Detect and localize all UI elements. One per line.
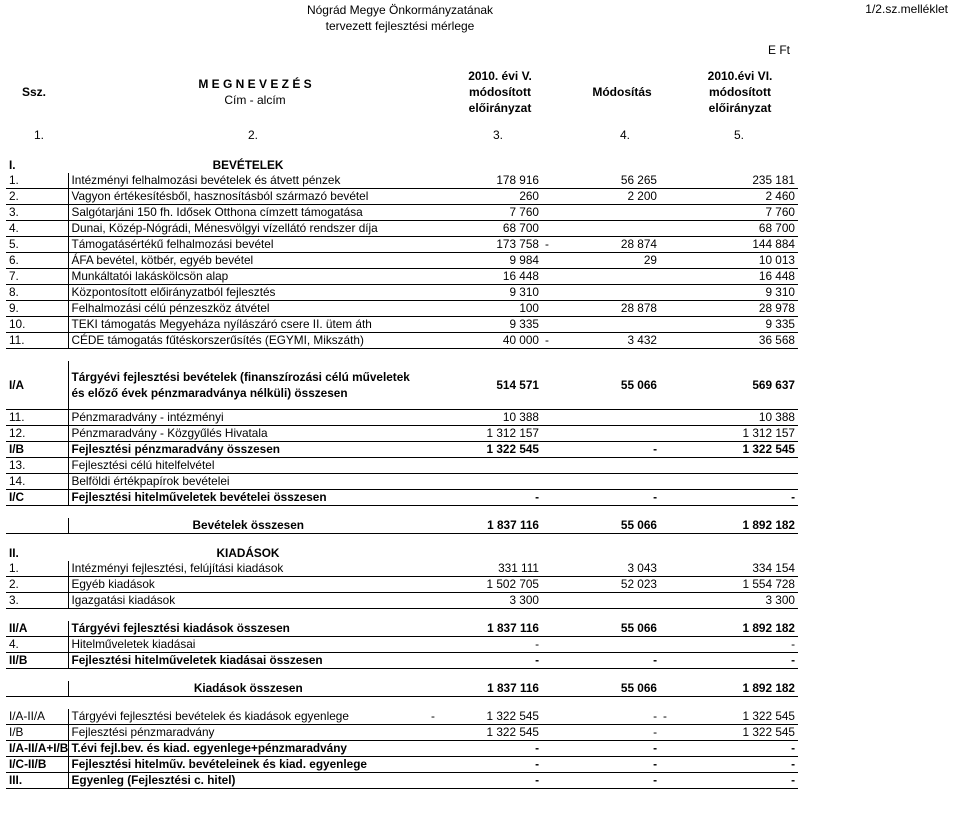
cell-b: Fejlesztési hitelműveletek bevételei összesen <box>68 490 428 506</box>
cell-v2: 52 023 <box>548 577 660 593</box>
cell-a: 3. <box>6 593 68 609</box>
cell-s3: - <box>660 709 666 725</box>
cell-v2 <box>548 410 660 426</box>
table-row <box>6 333 798 349</box>
cell-v2 <box>548 593 660 609</box>
cell-v2 <box>548 285 660 301</box>
cell-v1 <box>434 458 542 474</box>
cell-v1: 16 448 <box>434 269 542 285</box>
cell-v1: 7 760 <box>434 205 542 221</box>
cell-v3: 1 322 545 <box>672 725 798 741</box>
cell-v3 <box>672 458 798 474</box>
table-row <box>6 741 798 757</box>
table-row <box>6 237 798 253</box>
table-row <box>6 410 798 426</box>
document-title <box>200 2 600 34</box>
cell-v3: 1 892 182 <box>672 681 798 697</box>
cell-v1: - <box>434 757 542 773</box>
cell-v3: 36 568 <box>672 333 798 349</box>
cell-v3: 7 760 <box>672 205 798 221</box>
table-row <box>6 205 798 221</box>
cell-a: I/A-II/A+I/B <box>6 741 68 757</box>
cell-v2: - <box>548 490 660 506</box>
cell-v3: 28 978 <box>672 301 798 317</box>
cell-v2: 55 066 <box>548 621 660 637</box>
cell-a: 1. <box>6 561 68 577</box>
table-row <box>6 458 798 474</box>
cell-v1 <box>434 546 542 561</box>
cell-v2: 3 043 <box>548 561 660 577</box>
col-name <box>170 76 340 108</box>
cell-a: 9. <box>6 301 68 317</box>
cell-v1: 10 388 <box>434 410 542 426</box>
col-index-3: 3. <box>493 128 504 142</box>
cell-a: I/B <box>6 725 68 741</box>
cell-v1: 9 310 <box>434 285 542 301</box>
cell-v2 <box>548 426 660 442</box>
cell-v3: 10 388 <box>672 410 798 426</box>
cell-b: Munkáltatói lakáskölcsön alap <box>68 269 428 285</box>
cell-b: Intézményi felhalmozási bevételek és átvett pénzek <box>68 173 428 189</box>
table-row <box>6 426 798 442</box>
table-row <box>6 725 798 741</box>
col-name-line1: M E G N E V E Z É S <box>198 77 312 91</box>
cell-b: Belföldi értékpapírok bevételei <box>68 474 428 490</box>
cell-v2: 28 878 <box>548 301 660 317</box>
cell-v3 <box>672 474 798 490</box>
cell-a: II/B <box>6 653 68 669</box>
table-row <box>6 653 798 669</box>
table-row <box>6 269 798 285</box>
cell-b: Bevételek összesen <box>68 518 428 534</box>
table-row <box>6 361 798 410</box>
cell-a: I/A-II/A <box>6 709 68 725</box>
table-row <box>6 173 798 189</box>
cell-a: 10. <box>6 317 68 333</box>
cell-v3: 1 322 545 <box>672 442 798 458</box>
cell-v2 <box>548 269 660 285</box>
table-row <box>6 518 798 534</box>
cell-s2: - <box>542 333 548 349</box>
cell-b: ÁFA bevétel, kötbér, egyéb bevétel <box>68 253 428 269</box>
cell-v1: 1 312 157 <box>434 426 542 442</box>
cell-b: Tárgyévi fejlesztési bevételek és kiadások egyenlege <box>68 709 428 725</box>
cell-a: 3. <box>6 205 68 221</box>
cell-v1 <box>434 474 542 490</box>
cell-v1: 331 111 <box>434 561 542 577</box>
cell-v1 <box>434 158 542 173</box>
col-2010-v-line2: módosított <box>469 85 531 99</box>
cell-s2: - <box>542 237 548 253</box>
cell-v1: - <box>434 773 542 789</box>
cell-v3: 1 322 545 <box>672 709 798 725</box>
cell-v1: 1 322 545 <box>434 709 542 725</box>
cell-v2 <box>548 221 660 237</box>
cell-a: 5. <box>6 237 68 253</box>
cell-v2: 55 066 <box>548 681 660 697</box>
cell-a: 4. <box>6 221 68 237</box>
table-row <box>6 253 798 269</box>
cell-v3: 1 312 157 <box>672 426 798 442</box>
cell-v1: 3 300 <box>434 593 542 609</box>
cell-v2 <box>548 158 660 173</box>
cell-a: 7. <box>6 269 68 285</box>
table-row <box>6 546 798 561</box>
table-row <box>6 189 798 205</box>
table-row <box>6 709 798 725</box>
cell-b: Hitelműveletek kiadásai <box>68 637 428 653</box>
cell-a: I. <box>9 158 16 172</box>
cell-a: 12. <box>6 426 68 442</box>
col-2010-v-line1: 2010. évi V. <box>468 69 532 83</box>
cell-v3: - <box>672 741 798 757</box>
cell-v2 <box>548 474 660 490</box>
cell-v3: 334 154 <box>672 561 798 577</box>
cell-v2: - <box>548 773 660 789</box>
unit-label: E Ft <box>768 43 791 57</box>
cell-b: Pénzmaradvány - intézményi <box>68 410 428 426</box>
cell-v3: 9 335 <box>672 317 798 333</box>
cell-b: BEVÉTELEK <box>212 158 284 172</box>
cell-v1: 514 571 <box>434 361 542 410</box>
cell-v3: - <box>672 637 798 653</box>
cell-a: II/A <box>6 621 68 637</box>
cell-v3: - <box>672 490 798 506</box>
cell-v1: 9 335 <box>434 317 542 333</box>
cell-v3: 569 637 <box>672 361 798 410</box>
col-2010-vi-line2: módosított <box>709 85 771 99</box>
table-row <box>6 474 798 490</box>
cell-v3: 144 884 <box>672 237 798 253</box>
cell-a: 11. <box>6 333 68 349</box>
cell-b: Pénzmaradvány - Közgyűlés Hivatala <box>68 426 428 442</box>
cell-a <box>6 518 68 534</box>
cell-b: Kiadások összesen <box>68 681 428 697</box>
cell-a: I/B <box>6 442 68 458</box>
cell-a: 2. <box>6 189 68 205</box>
table-row <box>6 577 798 593</box>
col-index-2: 2. <box>248 128 259 142</box>
cell-v3: - <box>672 773 798 789</box>
cell-v2: 28 874 <box>548 237 660 253</box>
cell-v1: - <box>434 741 542 757</box>
cell-b: Támogatásértékű felhalmozási bevétel <box>68 237 428 253</box>
cell-b: T.évi fejl.bev. és kiad. egyenlege+pénzmaradvány <box>68 741 428 757</box>
cell-b: Fejlesztési pénzmaradvány <box>68 725 428 741</box>
cell-v2 <box>548 546 660 561</box>
col-index-1: 1. <box>34 128 45 142</box>
col-index-5: 5. <box>734 128 745 142</box>
cell-v3: 3 300 <box>672 593 798 609</box>
cell-v2: 56 265 <box>548 173 660 189</box>
cell-v1: 1 322 545 <box>434 442 542 458</box>
cell-v2: - <box>548 442 660 458</box>
col-index-4: 4. <box>620 128 631 142</box>
cell-v3: 16 448 <box>672 269 798 285</box>
cell-a: 8. <box>6 285 68 301</box>
spacer-row <box>6 349 798 362</box>
cell-b: Fejlesztési célú hitelfelvétel <box>68 458 428 474</box>
cell-v1: 1 322 545 <box>434 725 542 741</box>
col-2010-v <box>440 68 560 116</box>
cell-v2: 55 066 <box>548 361 660 410</box>
cell-v3 <box>672 158 798 173</box>
table-row <box>6 301 798 317</box>
cell-b: Tárgyévi fejlesztési kiadások összesen <box>68 621 428 637</box>
table-row <box>6 221 798 237</box>
table-row <box>6 442 798 458</box>
cell-v3: 10 013 <box>672 253 798 269</box>
cell-v2: - <box>548 741 660 757</box>
cell-v3: 2 460 <box>672 189 798 205</box>
cell-a: 2. <box>6 577 68 593</box>
table-row <box>6 561 798 577</box>
cell-b: Tárgyévi fejlesztési bevételek (finanszírozási célú műveletek és előző évek pénzmaradványa nélküli) összesen <box>68 361 428 410</box>
cell-b: Igazgatási kiadások <box>68 593 428 609</box>
cell-a: 13. <box>6 458 68 474</box>
cell-b: CÉDE támogatás fűtéskorszerűsítés (EGYMI, Mikszáth) <box>68 333 428 349</box>
cell-v2: 55 066 <box>548 518 660 534</box>
cell-v1: - <box>434 637 542 653</box>
cell-v1: 1 837 116 <box>434 681 542 697</box>
cell-b: TEKI támogatás Megyeháza nyílászáró csere II. ütem áth <box>68 317 428 333</box>
table-row <box>6 681 798 697</box>
table-row <box>6 158 798 173</box>
cell-b: Felhalmozási célú pénzeszköz átvétel <box>68 301 428 317</box>
cell-v2: 29 <box>548 253 660 269</box>
cell-v2: - <box>548 709 660 725</box>
col-2010-vi-line1: 2010.évi VI. <box>707 69 773 83</box>
cell-v3: 1 554 728 <box>672 577 798 593</box>
col-2010-v-line3: előirányzat <box>468 101 532 115</box>
cell-a <box>6 681 68 697</box>
cell-b: Egyenleg (Fejlesztési c. hitel) <box>68 773 428 789</box>
cell-b: Fejlesztési pénzmaradvány összesen <box>68 442 428 458</box>
title-line-1: Nógrád Megye Önkormányzatának <box>306 3 494 17</box>
cell-v2: - <box>548 725 660 741</box>
cell-v1: 1 502 705 <box>434 577 542 593</box>
cell-v1: - <box>434 653 542 669</box>
col-name-line2: Cím - alcím <box>224 93 286 107</box>
attachment-ref: 1/2.sz.melléklet <box>865 2 948 16</box>
cell-v3: - <box>672 653 798 669</box>
table-row <box>6 757 798 773</box>
table-row <box>6 621 798 637</box>
cell-v1: 9 984 <box>434 253 542 269</box>
cell-b: Salgótarjáni 150 fh. Idősek Otthona címzett támogatása <box>68 205 428 221</box>
cell-b: Központosított előirányzatból fejlesztés <box>68 285 428 301</box>
cell-b: Vagyon értékesítésből, hasznosításból származó bevétel <box>68 189 428 205</box>
cell-v1: 1 837 116 <box>434 621 542 637</box>
table-row <box>6 317 798 333</box>
cell-v2 <box>548 317 660 333</box>
cell-v1: 40 000 <box>434 333 542 349</box>
col-modositas: Módosítás <box>592 85 652 99</box>
cell-a: 11. <box>6 410 68 426</box>
cell-a: 4. <box>6 637 68 653</box>
table-row <box>6 593 798 609</box>
cell-v1: 100 <box>434 301 542 317</box>
table-row <box>6 637 798 653</box>
cell-a: I/A <box>6 361 68 410</box>
cell-s1: - <box>428 709 434 725</box>
cell-a: II. <box>9 546 19 560</box>
spacer-row <box>6 609 798 622</box>
cell-a: 6. <box>6 253 68 269</box>
cell-b: Fejlesztési hitelműv. bevételeinek és kiad. egyenlege <box>68 757 428 773</box>
table-row <box>6 773 798 789</box>
title-line-2: tervezett fejlesztési mérlege <box>325 19 475 33</box>
cell-a: III. <box>6 773 68 789</box>
cell-b: Dunai, Közép-Nógrádi, Ménesvölgyi vízellátó rendszer díja <box>68 221 428 237</box>
cell-v3: 1 892 182 <box>672 518 798 534</box>
table-row <box>6 285 798 301</box>
spacer-row <box>6 697 798 710</box>
cell-v3: 235 181 <box>672 173 798 189</box>
cell-a: 14. <box>6 474 68 490</box>
cell-a: 1. <box>6 173 68 189</box>
spacer-row <box>6 669 798 682</box>
col-2010-vi-line3: előirányzat <box>708 101 772 115</box>
cell-v1: 68 700 <box>434 221 542 237</box>
cell-v3: 1 892 182 <box>672 621 798 637</box>
cell-v2: - <box>548 757 660 773</box>
cell-v3 <box>672 546 798 561</box>
spacer-row <box>6 506 798 519</box>
cell-b: Fejlesztési hitelműveletek kiadásai összesen <box>68 653 428 669</box>
col-2010-vi <box>680 68 800 116</box>
cell-a: I/C <box>6 490 68 506</box>
cell-v2 <box>548 205 660 221</box>
cell-v1: - <box>434 490 542 506</box>
cell-v1: 260 <box>434 189 542 205</box>
cell-v1: 178 916 <box>434 173 542 189</box>
balance-table <box>6 158 798 789</box>
cell-b: Egyéb kiadások <box>68 577 428 593</box>
cell-v2: 3 432 <box>548 333 660 349</box>
table-row <box>6 490 798 506</box>
cell-v1: 173 758 <box>434 237 542 253</box>
cell-a: I/C-II/B <box>6 757 68 773</box>
cell-v3: 9 310 <box>672 285 798 301</box>
cell-v1: 1 837 116 <box>434 518 542 534</box>
cell-v2 <box>548 637 660 653</box>
cell-b: KIADÁSOK <box>216 546 280 560</box>
cell-v2 <box>548 458 660 474</box>
col-ssz: Ssz. <box>22 85 47 99</box>
cell-v2: - <box>548 653 660 669</box>
cell-b: Intézményi fejlesztési, felújítási kiadások <box>68 561 428 577</box>
spacer-row <box>6 534 798 547</box>
cell-v3: 68 700 <box>672 221 798 237</box>
cell-v3: - <box>672 757 798 773</box>
cell-v2: 2 200 <box>548 189 660 205</box>
